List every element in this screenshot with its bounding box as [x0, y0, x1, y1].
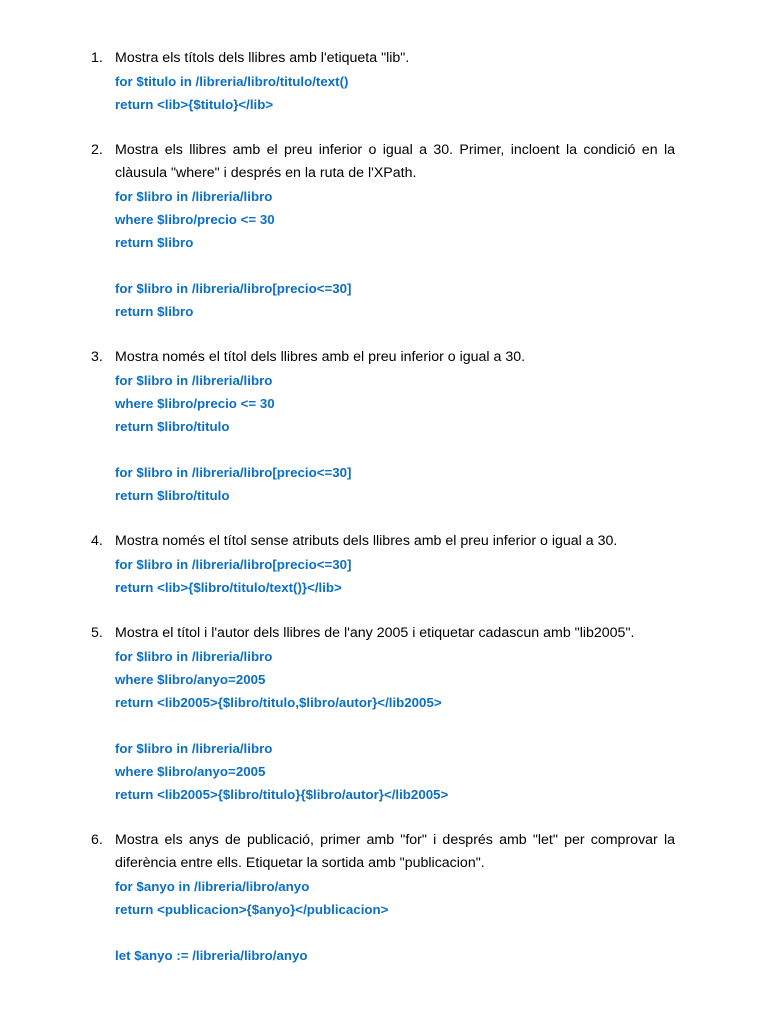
code-line: for $libro in /libreria/libro	[115, 189, 273, 204]
exercise-question: Mostra només el títol sense atributs dels llibres amb el preu inferior o igual a 30.	[115, 533, 618, 549]
code-block	[115, 875, 675, 921]
code-line: for $libro in /libreria/libro[precio<=30]	[115, 281, 352, 296]
exercise-list	[0, 47, 768, 990]
exercise-item	[0, 622, 768, 806]
code-line: for $libro in /libreria/libro	[115, 373, 273, 388]
code-block	[115, 277, 675, 323]
code-block	[115, 369, 675, 438]
exercise-question: Mostra el títol i l'autor dels llibres de l'any 2005 i etiquetar cadascun amb "lib2005".	[115, 625, 635, 641]
code-line: return <lib>{$libro/titulo/text()}</lib>	[115, 580, 342, 595]
code-line: where $libro/anyo=2005	[115, 764, 266, 779]
code-line: return $libro/titulo	[115, 488, 230, 503]
code-line: return <lib>{$titulo}</lib>	[115, 97, 274, 112]
code-block	[115, 461, 675, 507]
code-block	[115, 944, 675, 967]
code-block	[115, 553, 675, 599]
exercise-number: 4.	[91, 533, 103, 549]
exercise-question: Mostra els llibres amb el preu inferior o igual a 30. Primer, incloent la condició en la clàusula "where" i després en la ruta de l'XPath.	[115, 142, 675, 181]
exercise-number: 5.	[91, 625, 103, 641]
code-block	[115, 645, 675, 714]
code-line: where $libro/precio <= 30	[115, 212, 275, 227]
code-line: return <publicacion>{$anyo}</publicacion>	[115, 902, 389, 917]
code-block	[115, 70, 675, 116]
code-line: return $libro	[115, 304, 194, 319]
code-block	[115, 185, 675, 254]
exercise-item	[0, 346, 768, 507]
exercise-question: Mostra els anys de publicació, primer amb "for" i després amb "let" per comprovar la diferència entre ells. Etiquetar la sortida amb "publicacion".	[115, 832, 675, 871]
exercise-item	[0, 829, 768, 967]
code-line: return <lib2005>{$libro/titulo,$libro/autor}</lib2005>	[115, 695, 442, 710]
exercise-number: 6.	[91, 832, 103, 848]
code-line: return <lib2005>{$libro/titulo}{$libro/autor}</lib2005>	[115, 787, 449, 802]
code-line: return $libro/titulo	[115, 419, 230, 434]
code-line: where $libro/anyo=2005	[115, 672, 266, 687]
exercise-question: Mostra només el títol dels llibres amb el preu inferior o igual a 30.	[115, 349, 526, 365]
exercise-item	[0, 47, 768, 116]
code-line: where $libro/precio <= 30	[115, 396, 275, 411]
exercise-number: 2.	[91, 142, 103, 158]
code-line: return $libro	[115, 235, 194, 250]
exercise-item	[0, 530, 768, 599]
exercise-number: 3.	[91, 349, 103, 365]
code-line: for $libro in /libreria/libro	[115, 649, 273, 664]
code-line: for $libro in /libreria/libro	[115, 741, 273, 756]
code-line: for $anyo in /libreria/libro/anyo	[115, 879, 310, 894]
code-line: for $libro in /libreria/libro[precio<=30]	[115, 465, 352, 480]
code-line: for $libro in /libreria/libro[precio<=30]	[115, 557, 352, 572]
exercise-item	[0, 139, 768, 323]
exercise-question: Mostra els títols dels llibres amb l'etiqueta "lib".	[115, 50, 410, 66]
exercise-number: 1.	[91, 50, 103, 66]
code-line: let $anyo := /libreria/libro/anyo	[115, 948, 308, 963]
code-block	[115, 737, 675, 806]
code-line: for $titulo in /libreria/libro/titulo/text()	[115, 74, 349, 89]
